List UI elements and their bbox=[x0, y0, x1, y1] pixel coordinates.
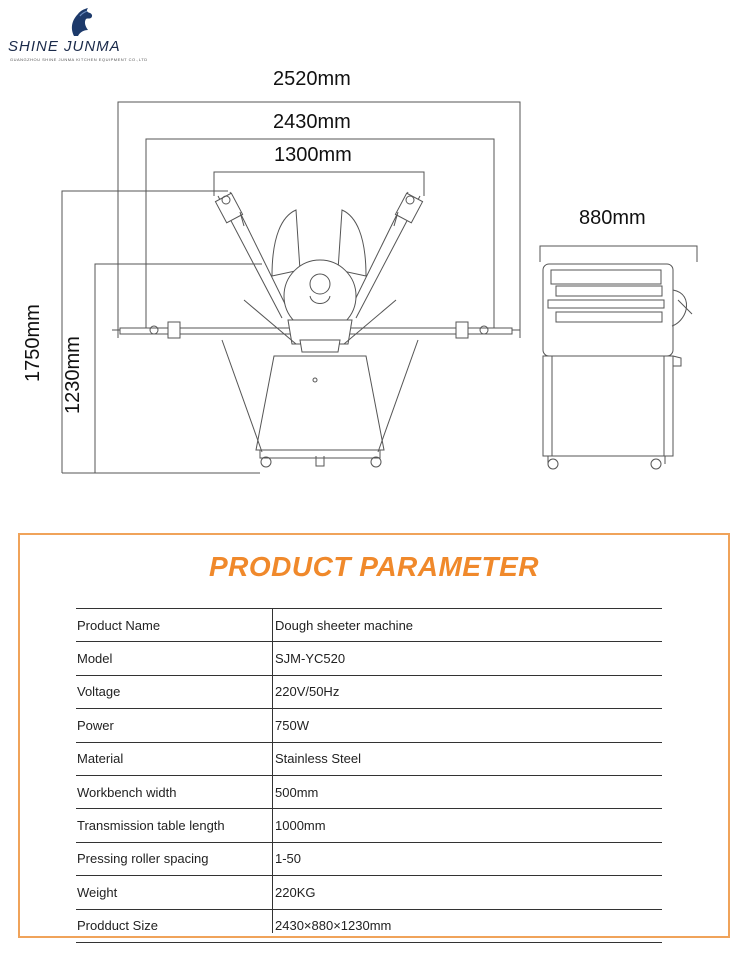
row-label: Model bbox=[77, 651, 113, 667]
table-row bbox=[76, 708, 662, 741]
row-label: Prodduct Size bbox=[77, 918, 158, 934]
brand-subtitle: GUANGZHOU SHINE JUNMA KITCHEN EQUIPMENT CO.,LTD bbox=[10, 57, 148, 62]
row-label: Product Name bbox=[77, 617, 161, 633]
row-value: Stainless Steel bbox=[275, 751, 361, 767]
row-value: 1-50 bbox=[275, 851, 302, 867]
row-value: SJM-YC520 bbox=[275, 651, 346, 667]
table-row bbox=[76, 775, 662, 808]
row-label: Power bbox=[77, 717, 114, 733]
machine-drawing bbox=[0, 60, 750, 520]
horse-head-logo-icon bbox=[60, 6, 100, 38]
brand-name: SHINE JUNMA bbox=[8, 38, 121, 55]
dim-frame-width: 2430mm bbox=[273, 111, 351, 133]
dim-table-height: 1230mm bbox=[62, 336, 84, 414]
parameter-table bbox=[76, 608, 662, 943]
dim-head-width: 1300mm bbox=[274, 144, 352, 166]
parameter-title: PRODUCT PARAMETER bbox=[209, 551, 539, 582]
row-label: Voltage bbox=[77, 684, 121, 700]
table-row bbox=[76, 875, 662, 908]
table-row bbox=[76, 742, 662, 775]
row-label: Material bbox=[77, 751, 124, 767]
table-row bbox=[76, 909, 662, 943]
row-label: Transmission table length bbox=[77, 818, 225, 834]
row-value: 220KG bbox=[275, 884, 316, 900]
row-value: 220V/50Hz bbox=[275, 684, 340, 700]
row-value: 500mm bbox=[275, 784, 319, 800]
table-row bbox=[76, 842, 662, 875]
table-row bbox=[76, 675, 662, 708]
dim-overall-width: 2520mm bbox=[273, 68, 351, 90]
brand-logo bbox=[8, 8, 158, 63]
row-value: 1000mm bbox=[275, 818, 326, 834]
table-row bbox=[76, 808, 662, 841]
dim-depth: 880mm bbox=[579, 207, 646, 229]
product-parameter-panel bbox=[18, 533, 730, 938]
row-label: Workbench width bbox=[77, 784, 177, 800]
table-row bbox=[76, 608, 662, 641]
row-value: 750W bbox=[275, 717, 309, 733]
row-label: Weight bbox=[77, 884, 118, 900]
table-row bbox=[76, 641, 662, 674]
row-label: Pressing roller spacing bbox=[77, 851, 209, 867]
row-value: Dough sheeter machine bbox=[275, 617, 414, 633]
dim-total-height: 1750mm bbox=[22, 304, 44, 382]
row-value: 2430×880×1230mm bbox=[275, 918, 392, 934]
technical-drawing bbox=[0, 60, 750, 520]
